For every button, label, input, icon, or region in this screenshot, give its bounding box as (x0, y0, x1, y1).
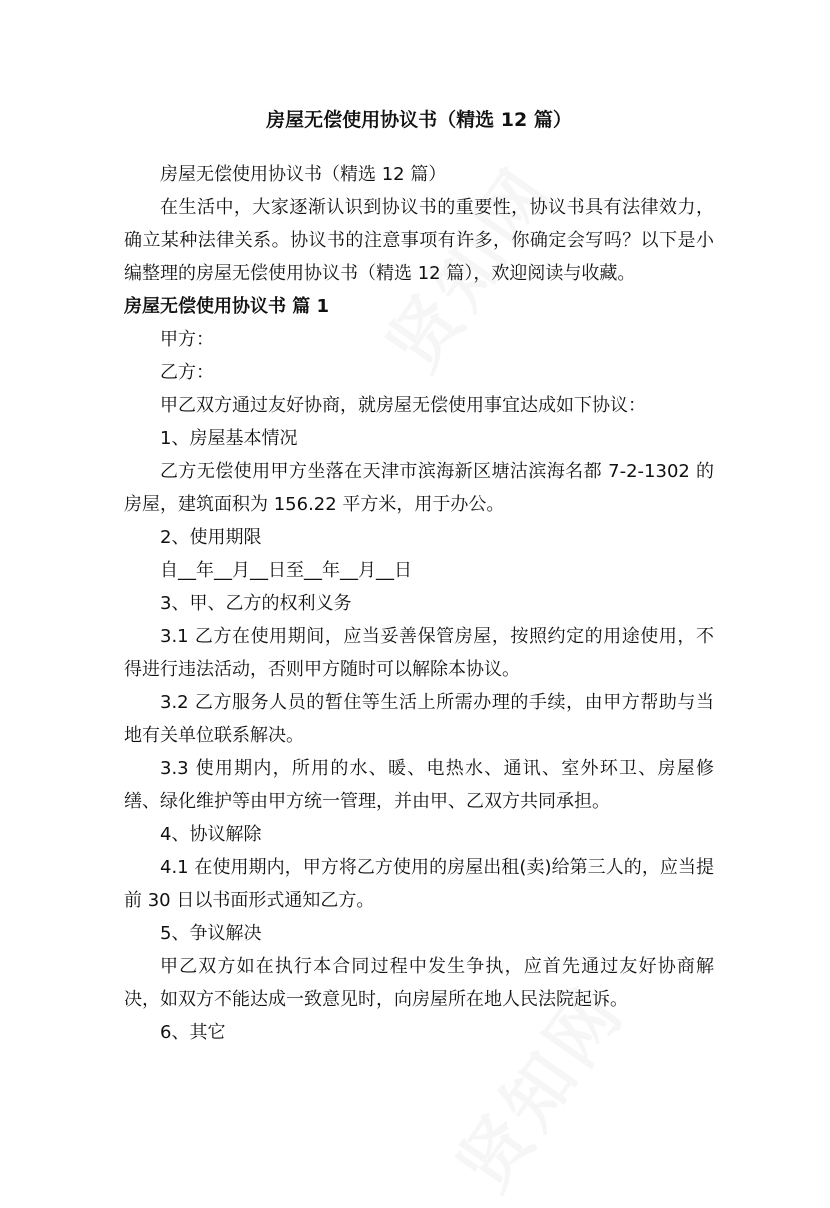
intro-paragraph: 在生活中，大家逐渐认识到协议书的重要性，协议书具有法律效力，确立某种法律关系。协议书的注意事项有许多，你确定会写吗？以下是小编整理的房屋无偿使用协议书（精选 12 篇），欢迎阅读与收藏。 (124, 197, 714, 284)
party-a-line: 甲方： (160, 329, 214, 350)
clause-6-title: 6、其它 (160, 1022, 226, 1043)
document-title: 房屋无偿使用协议书（精选 12 篇） (266, 109, 572, 131)
clause-3-3: 3.3 使用期内，所用的水、暖、电热水、通讯、室外环卫、房屋修缮、绿化维护等由甲方统一管理，并由甲、乙双方共同承担。 (124, 758, 714, 812)
clause-5-title: 5、争议解决 (160, 923, 262, 944)
clause-5-text: 甲乙双方如在执行本合同过程中发生争执，应首先通过友好协商解决，如双方不能达成一致意见时，向房屋所在地人民法院起诉。 (124, 956, 714, 1010)
clause-3-1: 3.1 乙方在使用期间，应当妥善保管房屋，按照约定的用途使用，不得进行违法活动，否则甲方随时可以解除本协议。 (124, 626, 714, 680)
clause-4-title: 4、协议解除 (160, 824, 262, 845)
clause-3-title: 3、甲、乙方的权利义务 (160, 593, 352, 614)
clause-1-title: 1、房屋基本情况 (160, 428, 298, 449)
clause-3-2: 3.2 乙方服务人员的暂住等生活上所需办理的手续，由甲方帮助与当地有关单位联系解决。 (124, 692, 714, 746)
section-heading: 房屋无偿使用协议书 篇 1 (124, 296, 330, 317)
document-body (124, 100, 714, 1049)
clause-4-1: 4.1 在使用期内，甲方将乙方使用的房屋出租(卖)给第三人的，应当提前 30 日以书面形式通知乙方。 (124, 857, 714, 911)
clause-2-text: 自__年__月__日至__年__月__日 (160, 560, 412, 581)
subtitle-paragraph: 房屋无偿使用协议书（精选 12 篇） (160, 164, 447, 185)
party-b-line: 乙方： (160, 362, 214, 383)
agreement-lead: 甲乙双方通过友好协商，就房屋无偿使用事宜达成如下协议： (160, 395, 646, 416)
clause-2-title: 2、使用期限 (160, 527, 262, 548)
clause-1-text: 乙方无偿使用甲方坐落在天津市滨海新区塘沽滨海名都 7-2-1302 的房屋，建筑面积为 156.22 平方米，用于办公。 (124, 461, 714, 515)
